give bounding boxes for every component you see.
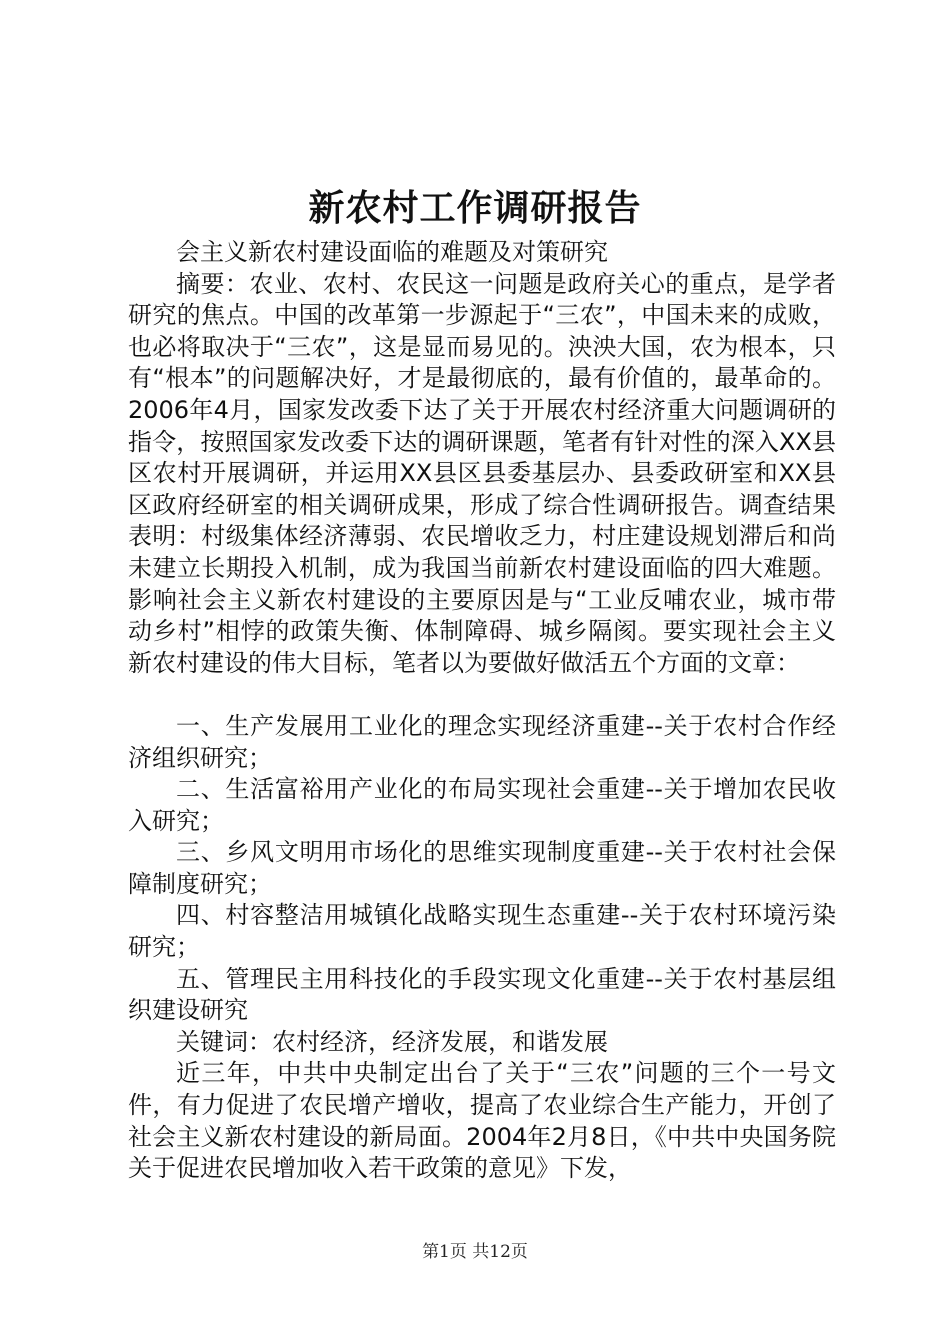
intro-paragraph: 近三年，中共中央制定出台了关于“三农”问题的三个一号文件，有力促进了农民增产增收，提高了农业综合生产能力，开创了社会主义新农村建设的新局面。2004年2月8日，《中共中央国务院关于促进农民增加收入若干政策的意见》下发， xyxy=(128,1059,836,1183)
point-paragraph-3: 三、乡风文明用市场化的思维实现制度重建--关于农村社会保障制度研究； xyxy=(128,838,836,898)
point-paragraph-1: 一、生产发展用工业化的理念实现经济重建--关于农村合作经济组织研究； xyxy=(128,711,836,772)
document-body xyxy=(128,237,836,1185)
keywords-paragraph: 关键词：农村经济，经济发展，和谐发展 xyxy=(176,1027,608,1056)
paragraph-spacer xyxy=(128,679,836,711)
subtitle-paragraph: 会主义新农村建设面临的难题及对策研究 xyxy=(176,238,608,266)
point-paragraph-2: 二、生活富裕用产业化的布局实现社会重建--关于增加农民收入研究； xyxy=(128,775,836,835)
point-paragraph-4: 四、村容整洁用城镇化战略实现生态重建--关于农村环境污染研究； xyxy=(128,901,836,962)
point-paragraph-5: 五、管理民主用科技化的手段实现文化重建--关于农村基层组织建设研究 xyxy=(128,964,836,1025)
page-number-footer: 第1页 共12页 xyxy=(422,1242,528,1262)
document-title: 新农村工作调研报告 xyxy=(308,187,642,229)
abstract-paragraph: 摘要：农业、农村、农民这一问题是政府关心的重点，是学者研究的焦点。中国的改革第一步源起于“三农”，中国未来的成败，也必将取决于“三农”，这是显而易见的。泱泱大国，农为根本，只有“根本”的问题解决好，才是最彻底的，最有价值的，最革命的。2006年4月，国家发改委下达了关于开展农村经济重大问题调研的指令，按照国家发改委下达的调研课题，笔者有针对性的深入XX县区农村开展调研，并运用XX县区县委基层办、县委政研室和XX县区政府经研室的相关调研成果，形成了综合性调研报告。调查结果表明：村级集体经济薄弱、农民增收乏力，村庄建设规划滞后和尚未建立长期投入机制，成为我国当前新农村建设面临的四大难题。影响社会主义新农村建设的主要原因是与“工业反哺农业，城市带动乡村”相悖的政策失衡、体制障碍、城乡隔阂。要实现社会主义新农村建设的伟大目标，笔者以为要做好做活五个方面的文章： xyxy=(128,269,836,677)
